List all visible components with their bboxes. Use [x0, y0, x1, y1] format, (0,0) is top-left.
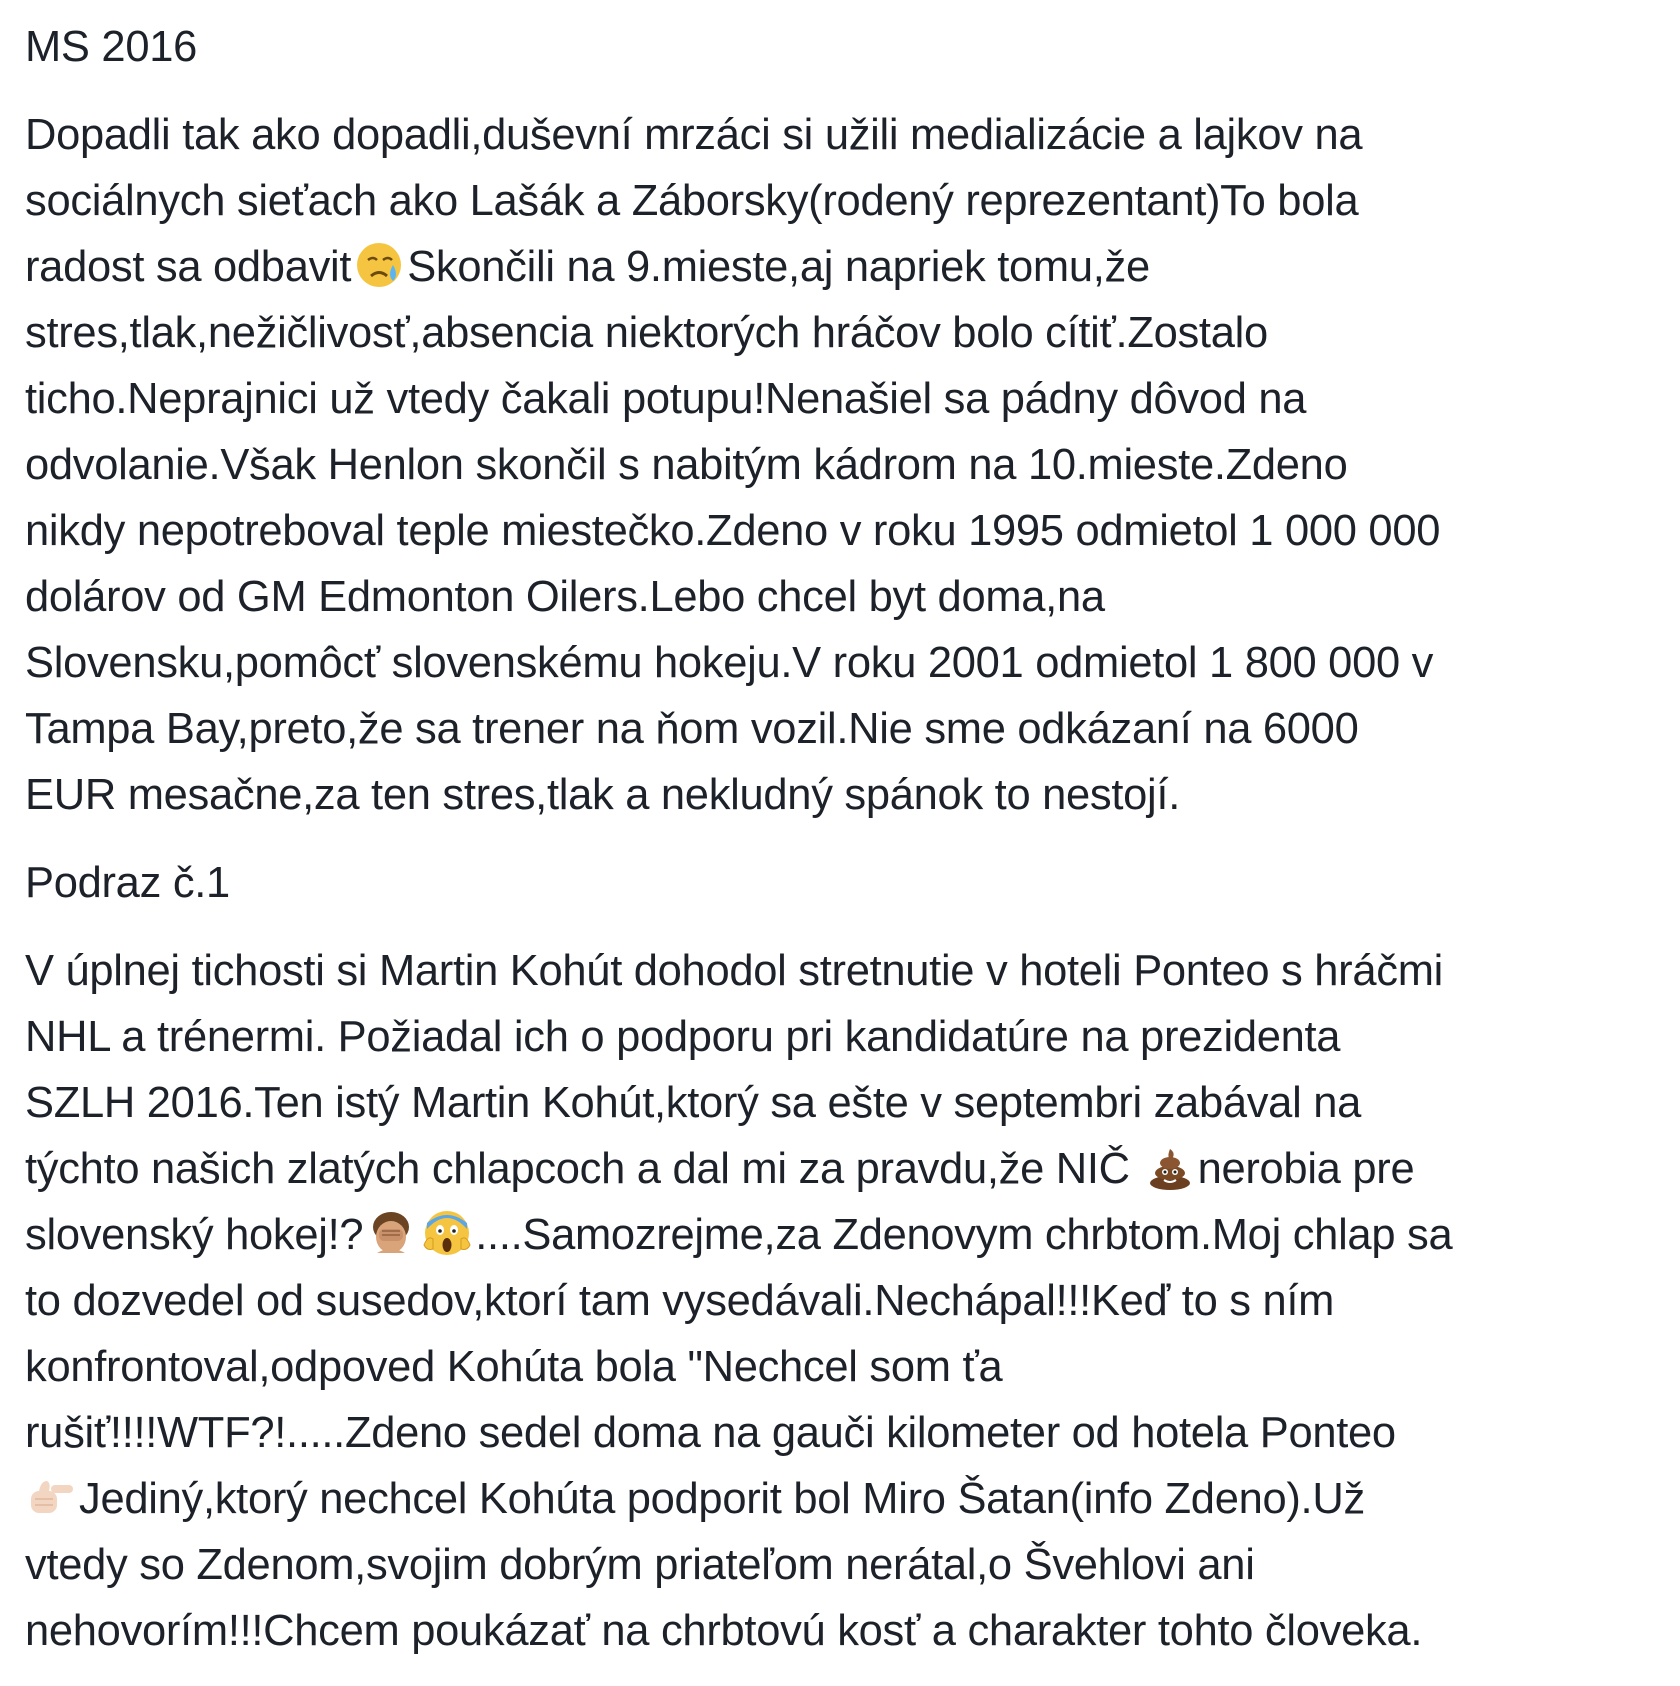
p1-line: Slovensku,pomôcť slovenskému hokeju.V roku 2001 odmietol 1 800 000 v: [25, 639, 1434, 687]
title-text: MS 2016: [25, 23, 198, 71]
p2-line: SZLH 2016.Ten istý Martin Kohút,ktorý sa ešte v septembri zabával na: [25, 1079, 1362, 1127]
p2-line-text: ....Samozrejme,za Zdenovym chrbtom.Moj chlap sa: [475, 1211, 1453, 1259]
p1-line: Dopadli tak ako dopadli,duševní mrzáci si užili medializácie a lajkov na: [25, 111, 1363, 159]
p1-line: Tampa Bay,preto,že sa trener na ňom vozil.Nie sme odkázaní na 6000: [25, 705, 1359, 753]
p2-line: V úplnej tichosti si Martin Kohút dohodol stretnutie v hoteli Ponteo s hráčmi: [25, 947, 1444, 995]
p2-line: konfrontoval,odpoved Kohúta bola "Nechcel som ťa: [25, 1343, 1003, 1391]
p2-line: NHL a trénermi. Požiadal ich o podporu pri kandidatúre na prezidenta: [25, 1013, 1341, 1061]
thumbs-right-icon: [25, 1471, 77, 1523]
p1-line: EUR mesačne,za ten stres,tlak a nekludný spánok to nestojí.: [25, 771, 1180, 819]
p2-line: rušiť!!!!WTF?!.....Zdeno sedel doma na gauči kilometer od hotela Ponteo: [25, 1409, 1396, 1457]
p2-line: vtedy so Zdenom,svojim dobrým priateľom nerátal,o Švehlovi ani: [25, 1541, 1255, 1589]
p1-line: ticho.Neprajnici už vtedy čakali potupu!Nenašiel sa pádny dôvod na: [25, 375, 1307, 423]
p2-line-text: slovenský hokej!?: [25, 1211, 364, 1259]
p2-line-text: týchto našich zlatých chlapcoch a dal mi za pravdu,že NIČ: [25, 1145, 1142, 1193]
face-screaming-in-fear-icon: [421, 1207, 473, 1259]
facepalm-icon: [365, 1207, 417, 1259]
p2-line-text: Jediný,ktorý nechcel Kohúta podporit bol Miro Šatan(info Zdeno).Už: [79, 1475, 1365, 1523]
crying-face-icon: [353, 239, 405, 291]
p1-line: [25, 234, 1675, 300]
pile-of-poo-icon: [1144, 1141, 1196, 1193]
p1-line: nikdy nepotreboval teple miestečko.Zdeno v roku 1995 odmietol 1 000 000: [25, 507, 1441, 555]
p2-line: nehovorím!!!Chcem poukázať na chrbtovú kosť a charakter tohto človeka.: [25, 1607, 1423, 1655]
post-title: [25, 14, 1675, 80]
p1-line: odvolanie.Však Henlon skončil s nabitým kádrom na 10.mieste.Zdeno: [25, 441, 1348, 489]
p2-line-text: nerobia pre: [1197, 1145, 1415, 1193]
p1-line-text: Skončili na 9.mieste,aj napriek tomu,že: [407, 243, 1150, 291]
p2-line: [25, 1136, 1675, 1202]
heading-2-text: Podraz č.1: [25, 859, 230, 907]
p1-line: dolárov od GM Edmonton Oilers.Lebo chcel byt doma,na: [25, 573, 1105, 621]
p2-line: [25, 1202, 1675, 1268]
paragraph-1: [25, 102, 1675, 828]
heading-2: [25, 850, 1675, 916]
p2-line: to dozvedel od susedov,ktorí tam vysedávali.Nechápal!!!Keď to s ním: [25, 1277, 1335, 1325]
p2-line: [25, 1466, 1675, 1532]
p1-line: stres,tlak,nežičlivosť,absencia niektorých hráčov bolo cítiť.Zostalo: [25, 309, 1268, 357]
p1-line: sociálnych sieťach ako Lašák a Záborsky(rodený reprezentant)To bola: [25, 177, 1359, 225]
p1-line-text: radost sa odbavit: [25, 243, 352, 291]
post-body: [25, 14, 1675, 1686]
paragraph-2: [25, 938, 1675, 1664]
